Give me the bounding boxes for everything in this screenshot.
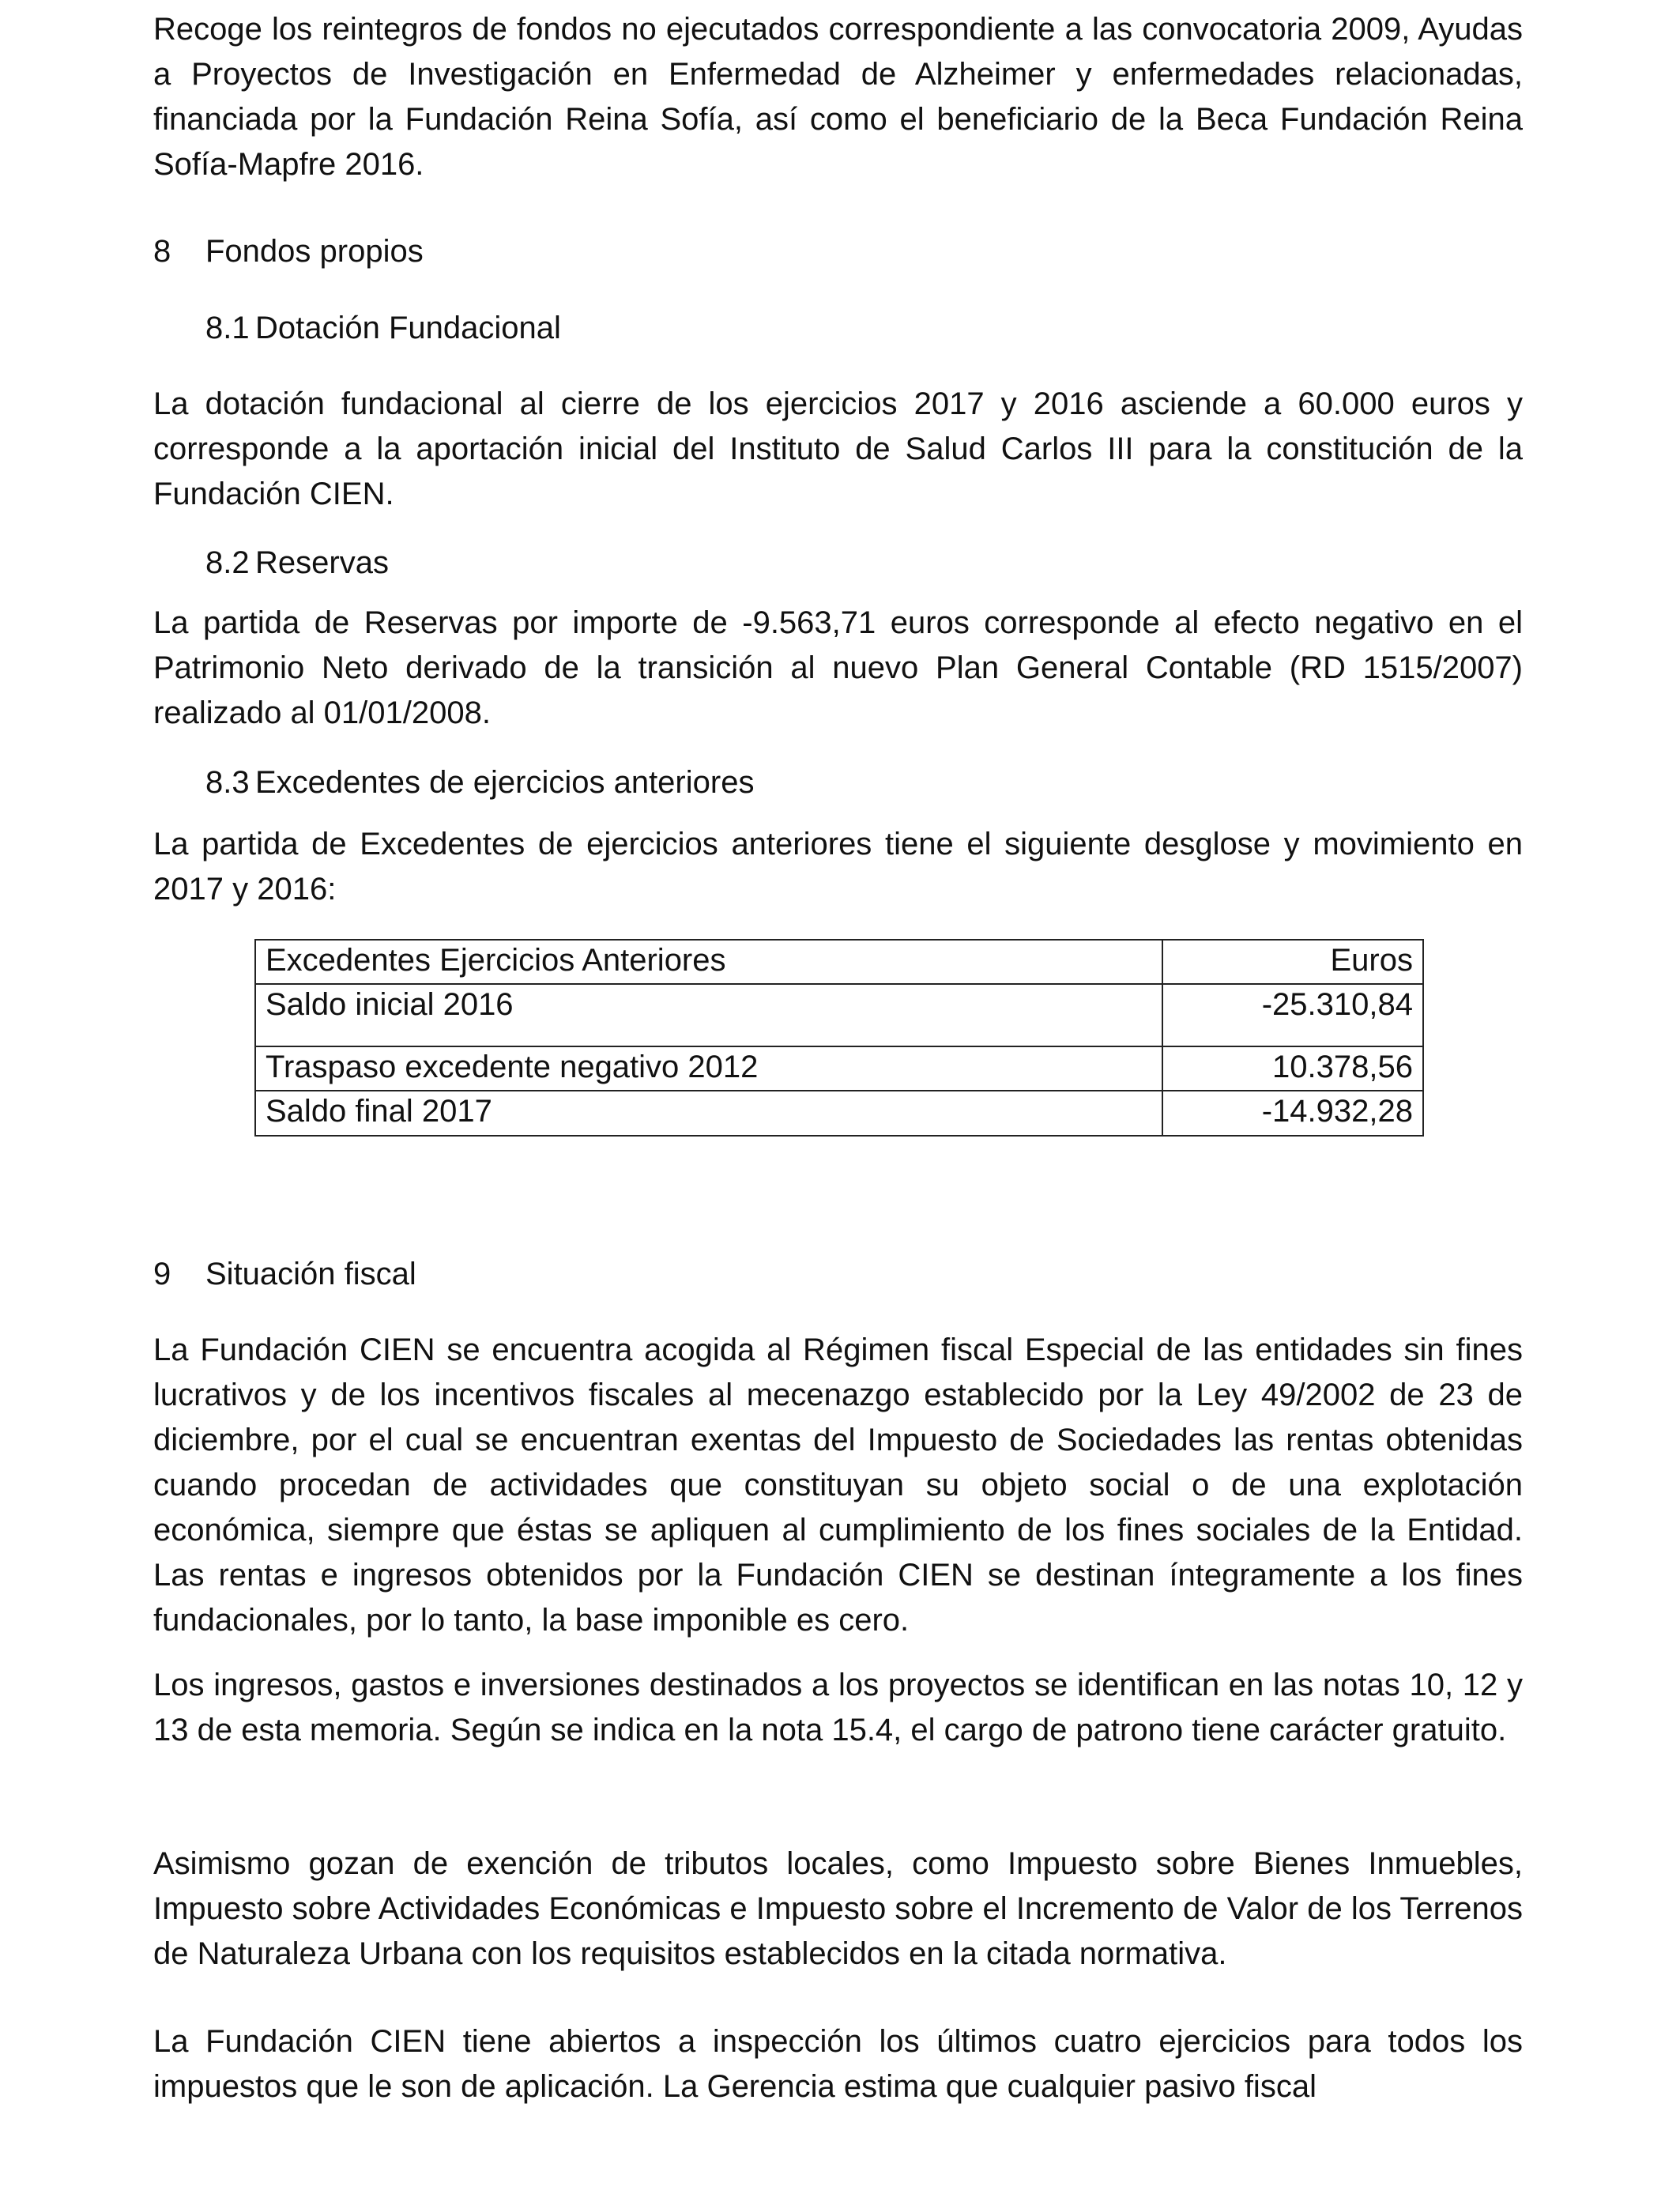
section-8-2-title: Reservas (255, 545, 389, 580)
section-8-3-title: Excedentes de ejercicios anteriores (255, 765, 755, 800)
section-8-title: Fondos propios (205, 234, 424, 269)
table-header-row (255, 940, 1423, 984)
table-cell-value: 10.378,56 (1162, 1046, 1423, 1091)
table-header-value: Euros (1162, 940, 1423, 984)
section-9-title: Situación fiscal (205, 1257, 416, 1291)
section-8-2-number: 8.2 (205, 545, 250, 580)
section-8-heading (153, 229, 424, 274)
table-cell-value: -14.932,28 (1162, 1091, 1423, 1136)
table-row (255, 1091, 1423, 1136)
section-8-1-title: Dotación Fundacional (255, 311, 561, 345)
table-cell-label: Saldo final 2017 (255, 1091, 1162, 1136)
fiscal-paragraph-2: Los ingresos, gastos e inversiones destinados a los proyectos se identifican en las notas 10, 12 y 13 de esta memoria. Según se indica en la nota 15.4, el cargo de patrono tiene carácter gratuito. (153, 1668, 1523, 1747)
fiscal-paragraph-1: La Fundación CIEN se encuentra acogida al Régimen fiscal Especial de las entidades sin fines lucrativos y de los incentivos fiscales al mecenazgo establecido por la Ley 49/2002 de 23 de diciembre, por el cual se encuentran exentas del Impuesto de Sociedades las rentas obtenidas cuando procedan de actividades que constituyan su objeto social o de una explotación económica, siempre que éstas se apliquen al cumplimiento de los fines sociales de la Entidad. Las rentas e ingresos obtenidos por la Fundación CIEN se destinan íntegramente a los fines fundacionales, por lo tanto, la base imponible es cero. (153, 1333, 1523, 1638)
section-8-3-heading (205, 760, 754, 805)
table-cell-value: -25.310,84 (1162, 984, 1423, 1046)
reservas-paragraph: La partida de Reservas por importe de -9.563,71 euros corresponde al efecto negativo en el Patrimonio Neto derivado de la transición al nuevo Plan General Contable (RD 1515/2007) realizado al 01/01/2008. (153, 605, 1523, 730)
table-cell-label: Saldo inicial 2016 (255, 984, 1162, 1046)
fiscal-paragraph-4: La Fundación CIEN tiene abiertos a inspección los últimos cuatro ejercicios para todos los impuestos que le son de aplicación. La Gerencia estima que cualquier pasivo fiscal (153, 2024, 1523, 2104)
section-9-heading (153, 1252, 416, 1297)
section-8-number: 8 (153, 234, 171, 269)
table-cell-label: Traspaso excedente negativo 2012 (255, 1046, 1162, 1091)
dotacion-paragraph: La dotación fundacional al cierre de los ejercicios 2017 y 2016 asciende a 60.000 euros y corresponde a la aportación inicial del Instituto de Salud Carlos III para la constitución de la Fundación CIEN. (153, 386, 1523, 511)
section-8-2-heading (205, 541, 389, 586)
excedentes-table (254, 939, 1424, 1137)
table-header-label: Excedentes Ejercicios Anteriores (255, 940, 1162, 984)
section-9-number: 9 (153, 1257, 171, 1291)
section-8-1-number: 8.1 (205, 311, 250, 345)
section-8-1-heading (205, 306, 561, 351)
table-row (255, 1046, 1423, 1091)
fiscal-paragraph-3: Asimismo gozan de exención de tributos locales, como Impuesto sobre Bienes Inmuebles, Impuesto sobre Actividades Económicas e Impuesto sobre el Incremento de Valor de los Terrenos de Naturaleza Urbana con los requisitos establecidos en la citada normativa. (153, 1846, 1523, 1971)
section-8-3-number: 8.3 (205, 765, 250, 800)
intro-paragraph: Recoge los reintegros de fondos no ejecutados correspondiente a las convocatoria 2009, Ayudas a Proyectos de Investigación en Enfermedad de Alzheimer y enfermedades relacionadas, financiada por la Fundación Reina Sofía, así como el beneficiario de la Beca Fundación Reina Sofía-Mapfre 2016. (153, 12, 1523, 182)
excedentes-paragraph: La partida de Excedentes de ejercicios anteriores tiene el siguiente desglose y movimiento en 2017 y 2016: (153, 827, 1523, 907)
table-row (255, 984, 1423, 1046)
